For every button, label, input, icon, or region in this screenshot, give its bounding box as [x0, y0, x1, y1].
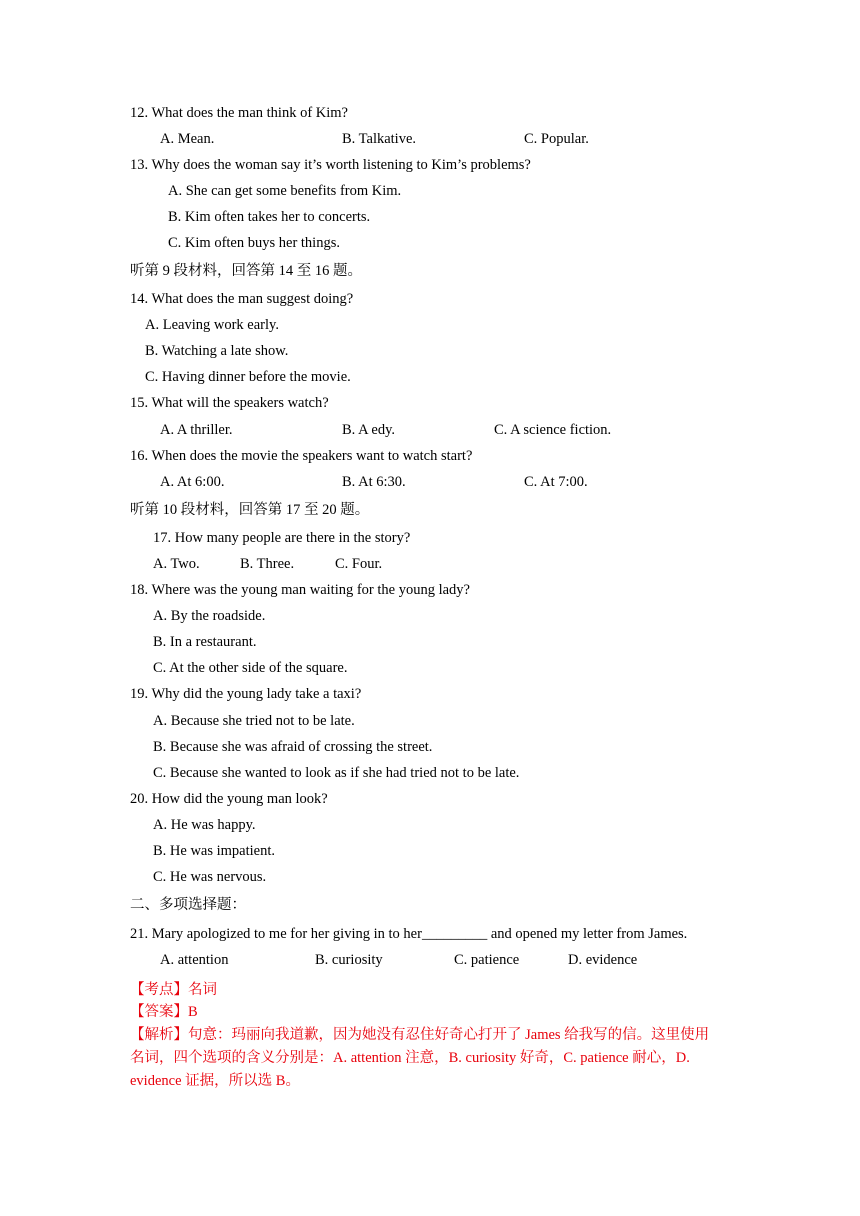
question-20-option-a: A. He was happy.	[153, 817, 256, 833]
question-14-stem: 14. What does the man suggest doing?	[130, 291, 354, 307]
question-16-option-c: C. At 7:00.	[524, 474, 588, 490]
question-18-option-b: B. In a restaurant.	[153, 634, 257, 650]
question-21-option-d: D. evidence	[568, 952, 638, 968]
question-21-option-c: C. patience	[454, 952, 520, 968]
question-13-stem: 13. Why does the woman say it’s worth listening to Kim’s problems?	[130, 157, 531, 173]
question-17-option-a: A. Two.	[153, 556, 200, 572]
question-19-stem: 19. Why did the young lady take a taxi?	[130, 686, 362, 702]
question-17-option-b: B. Three.	[240, 556, 295, 572]
question-20-option-c: C. He was nervous.	[153, 869, 267, 885]
question-13-option-c: C. Kim often buys her things.	[168, 235, 340, 251]
question-16-stem: 16. When does the movie the speakers want to watch start?	[130, 448, 473, 464]
question-18-stem: 18. Where was the young man waiting for the young lady?	[130, 582, 470, 598]
question-15-stem: 15. What will the speakers watch?	[130, 395, 329, 411]
question-13-option-b: B. Kim often takes her to concerts.	[168, 209, 371, 225]
section-9-heading: 听第 9 段材料，回答第 14 至 16 题。	[130, 263, 362, 279]
question-14-option-a: A. Leaving work early.	[145, 317, 279, 333]
analysis-line-1: 【解析】句意：玛丽向我道歉，因为她没有忍住好奇心打开了 James 给我写的信。这里使用	[130, 1027, 710, 1043]
analysis-answer: 【答案】B	[130, 1004, 198, 1020]
question-20-stem: 20. How did the young man look?	[130, 791, 328, 807]
question-19-option-b: B. Because she was afraid of crossing the street.	[153, 739, 433, 755]
question-16-option-a: A. At 6:00.	[160, 474, 225, 490]
question-19-option-a: A. Because she tried not to be late.	[153, 713, 355, 729]
question-19-option-c: C. Because she wanted to look as if she had tried not to be late.	[153, 765, 520, 781]
analysis-line-3: evidence 证据，所以选 B。	[130, 1073, 300, 1089]
question-21-option-a: A. attention	[160, 952, 229, 968]
question-14-option-b: B. Watching a late show.	[145, 343, 289, 359]
question-13-option-a: A. She can get some benefits from Kim.	[168, 183, 402, 199]
analysis-point: 【考点】名词	[130, 982, 217, 998]
question-14-option-c: C. Having dinner before the movie.	[145, 369, 351, 385]
question-12-option-b: B. Talkative.	[342, 131, 417, 147]
section-10-heading: 听第 10 段材料，回答第 17 至 20 题。	[130, 502, 370, 518]
analysis-line-2: 名词，四个选项的含义分别是：A. attention 注意，B. curiosity 好奇，C. patience 耐心，D.	[130, 1050, 690, 1066]
question-20-option-b: B. He was impatient.	[153, 843, 276, 859]
question-15-option-a: A. A thriller.	[160, 422, 233, 438]
question-15-option-c: C. A science fiction.	[494, 422, 612, 438]
part-2-heading: 二、多项选择题：	[130, 897, 246, 913]
question-12-option-c: C. Popular.	[524, 131, 589, 147]
question-18-option-a: A. By the roadside.	[153, 608, 266, 624]
question-16-option-b: B. At 6:30.	[342, 474, 406, 490]
question-21-option-b: B. curiosity	[315, 952, 383, 968]
question-21-stem: 21. Mary apologized to me for her giving in to her_________ and opened my letter from James.	[130, 926, 688, 942]
question-17-option-c: C. Four.	[335, 556, 383, 572]
question-18-option-c: C. At the other side of the square.	[153, 660, 348, 676]
question-15-option-b: B. A edy.	[342, 422, 396, 438]
question-12-option-a: A. Mean.	[160, 131, 215, 147]
question-12-stem: 12. What does the man think of Kim?	[130, 105, 348, 121]
question-17-stem: 17. How many people are there in the story?	[153, 530, 411, 546]
